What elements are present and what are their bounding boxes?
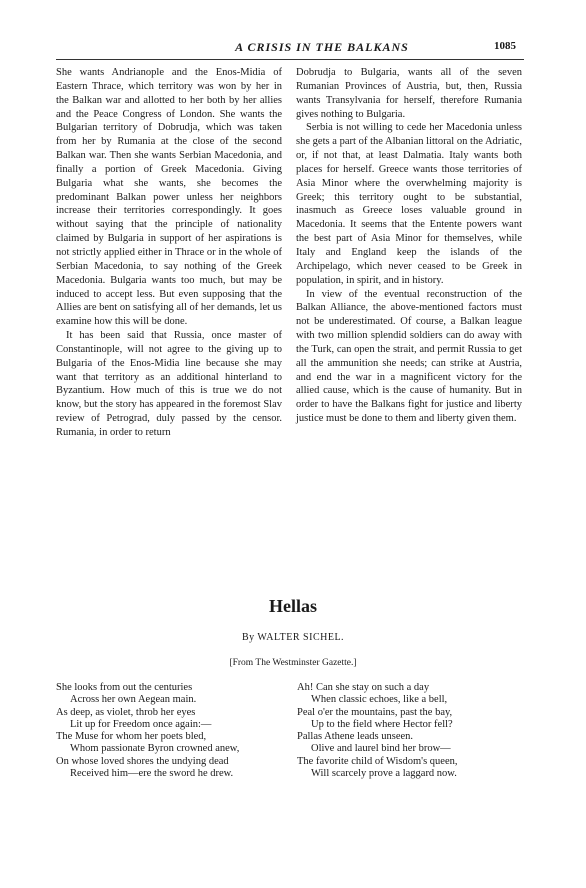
poem-stanza-left (56, 682, 296, 780)
page-number: 1085 (494, 40, 516, 52)
poem-line: Ah! Can she stay on such a day (297, 682, 430, 693)
paragraph: In view of the eventual reconstruction of the Balkan Alliance, the above-mentioned factors must not be underestimated. Of course, a Balkan league with two million splendid soldiers can do away with the Turk, can open the strait, and permit Russia to get all the ammunition she needs; can strike at Austria, and end the war in a magnificent victory for the allied cause, which is the cause of humanity. But in order to have the Balkans fight for justice and liberty justice must be done to them and liberty given them. (296, 288, 522, 425)
poem-title: Hellas (269, 596, 317, 616)
poem-stanza-right (297, 682, 537, 780)
poem-line: Olive and laurel bind her brow— (311, 743, 451, 755)
running-title: A CRISIS IN THE BALKANS (235, 40, 409, 54)
poem-line: The favorite child of Wisdom's queen, (297, 755, 458, 767)
poem-line: Peal o'er the mountains, past the bay, (297, 706, 453, 718)
left-column (56, 66, 282, 440)
poem-line: She looks from out the centuries (56, 682, 193, 693)
paragraph: Serbia is not willing to cede her Macedonia unless she gets a part of the Albanian littoral on the Adriatic, or, if not that, at least Dalmatia. Italy wants both places for herself. Greece wants those territories of Asia Minor where the overwhelming majority is Greek; this territory ought to be substantial, inasmuch as Greece loses valuable ground in Macedonia. It seems that the Entente powers want the best part of Asia Minor for themselves, while Italy and England keep the islands of the Archipelago, which never ceased to be Greek in population, in spirit, and in history. (296, 122, 522, 286)
poem-source: [From The Westminster Gazette.] (229, 658, 357, 668)
poem-line: On whose loved shores the undying dead (56, 755, 229, 767)
poem-line: When classic echoes, like a bell, (311, 694, 448, 706)
page-header (56, 40, 516, 56)
poem-byline: By WALTER SICHEL. (241, 632, 345, 643)
poem-line: Will scarcely prove a laggard now. (311, 768, 457, 780)
article-body (56, 66, 526, 546)
poem-line: The Muse for whom her poets bled, (56, 731, 207, 743)
poem-line: Up to the field where Hector fell? (311, 718, 453, 730)
paragraph: It has been said that Russia, once master of Constantinople, will not agree to the giving up to Bulgaria of the Enos-Midia line because she may want that territory as an additional hinterland to Byzantium. How much of this is true we do not know, but the story has appeared in the foremost Slav review of Petrograd, duly passed by the censor. Rumania, in order to return (56, 330, 282, 438)
paragraph: She wants Andrianople and the Enos-Midia of Eastern Thrace, which territory was won by her in the Balkan war and allotted to her both by her allies and the Peace Congress of London. She wants the Bulgarian territory of Dobrudja, which was taken from her by Rumania at the close of the second Balkan war. Then she wants Serbian Macedonia, and finally a portion of Greek Macedonia. Giving Bulgaria what she wants, she becomes the predominant Balkan power unless her neighbors increase their territories correspondingly. It goes without saying that the principle of nationality claimed by Bulgaria in support of her aspirations is not strictly applied either in Thrace or in the whole of Serbian Macedonia, to say nothing of the Greek Macedonia. Bulgaria wants too much, but may be induced to accept less. But even supposing that the Allies are bent on satisfying all of her demands, let us examine how this will be done. (56, 67, 282, 328)
poem-line: Received him—ere the sword he drew. (70, 768, 234, 780)
poem-line: As deep, as violet, throb her eyes (56, 706, 196, 718)
poem-line: Across her own Aegean main. (70, 694, 197, 706)
right-column (296, 66, 522, 426)
paragraph: Dobrudja to Bulgaria, wants all of the seven Rumanian Provinces of Austria, but, then, Russia wants Transylvania for herself, therefore Rumania gives nothing to Bulgaria. (296, 67, 522, 120)
poem-line: Whom passionate Byron crowned anew, (70, 743, 240, 755)
poem-line: Pallas Athene leads unseen. (297, 731, 414, 743)
header-rule (56, 59, 524, 60)
poem-line: Lit up for Freedom once again:— (70, 718, 212, 730)
